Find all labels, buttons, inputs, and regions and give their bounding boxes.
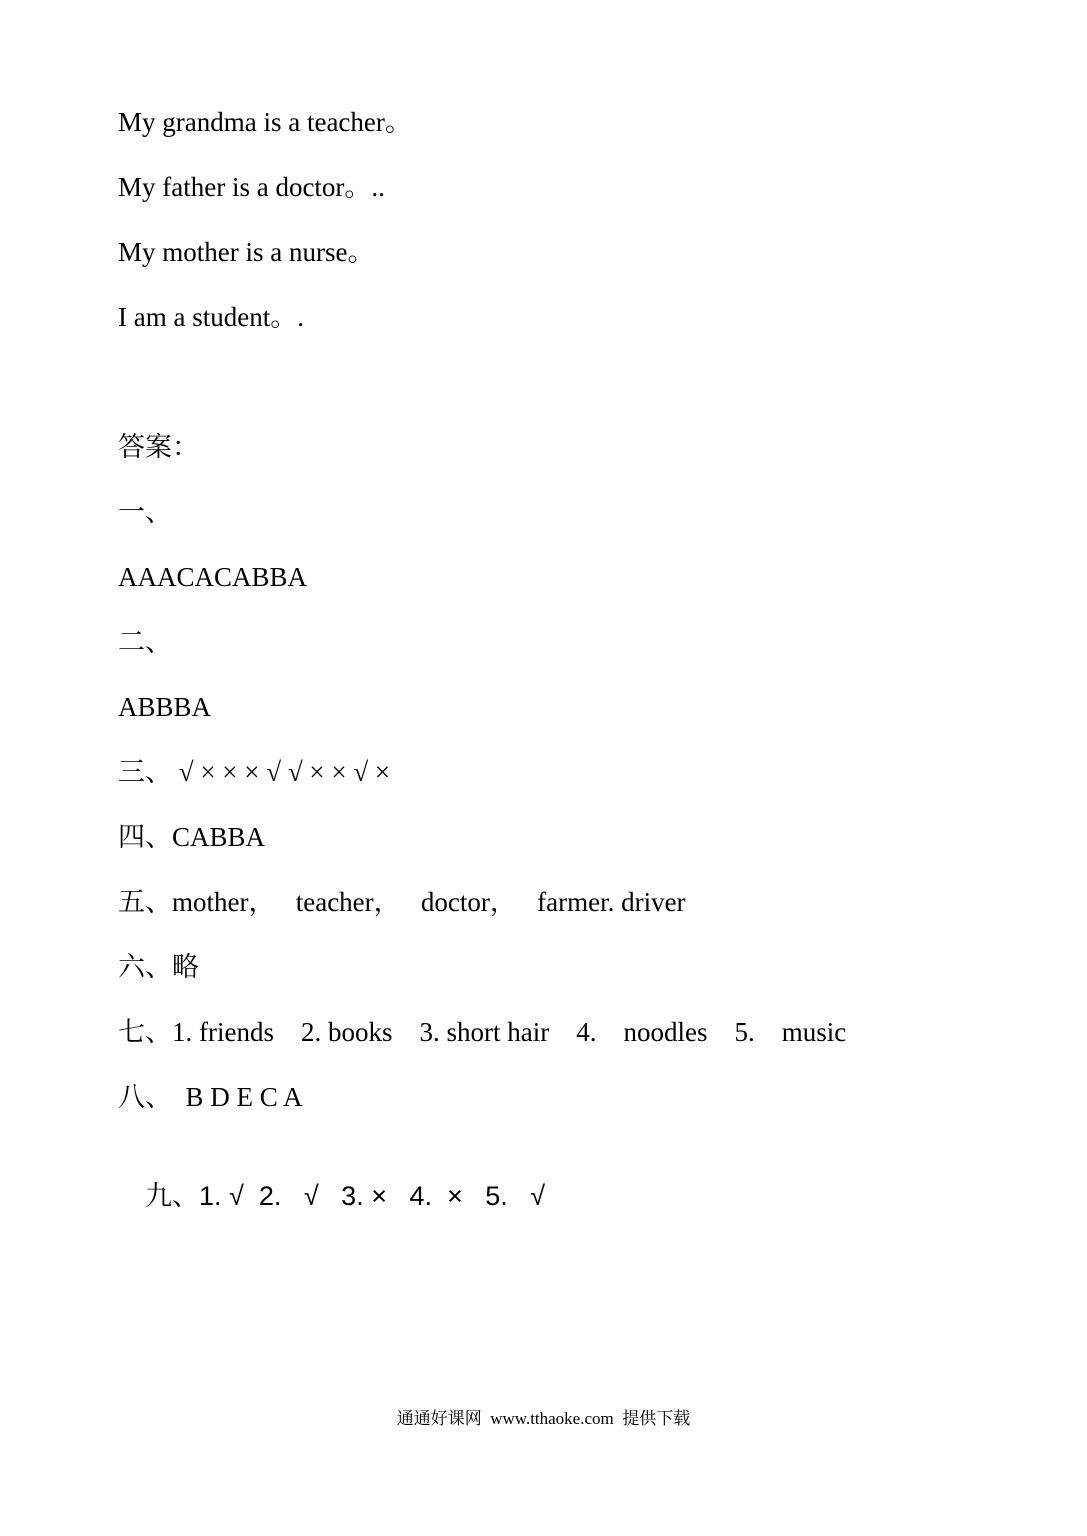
answer-5: 五、mother， teacher， doctor， farmer. driver (118, 887, 686, 917)
answer-6: 六、略 (118, 952, 199, 982)
answer-1-value: AAACACABBA (118, 562, 308, 592)
answer-7: 七、1. friends 2. books 3. short hair 4. noodles 5. music (118, 1017, 847, 1047)
sentence-line: My mother is a nurse。 (118, 237, 375, 267)
page-footer: 通通好课网 www.tthaoke.com 提供下载 (396, 1409, 691, 1428)
answer-9-value: 1. √ 2. √ 3. × 4. × 5. √ (199, 1181, 546, 1211)
answer-4: 四、CABBA (118, 822, 266, 852)
sentence-line: I am a student。. (118, 302, 304, 332)
answer-1-label: 一、 (118, 497, 172, 527)
answer-9 (118, 1145, 545, 1247)
answer-8: 八、 B D E C A (118, 1082, 303, 1112)
answer-3: 三、 √ × × × √ √ × × √ × (118, 757, 391, 787)
answer-2-value: ABBBA (118, 692, 212, 722)
sentence-line: My father is a doctor。.. (118, 172, 385, 202)
answer-2-label: 二、 (118, 627, 172, 657)
answer-9-label: 九、 (145, 1181, 199, 1211)
sentence-line: My grandma is a teacher。 (118, 107, 412, 137)
answers-title: 答案： (118, 432, 199, 462)
